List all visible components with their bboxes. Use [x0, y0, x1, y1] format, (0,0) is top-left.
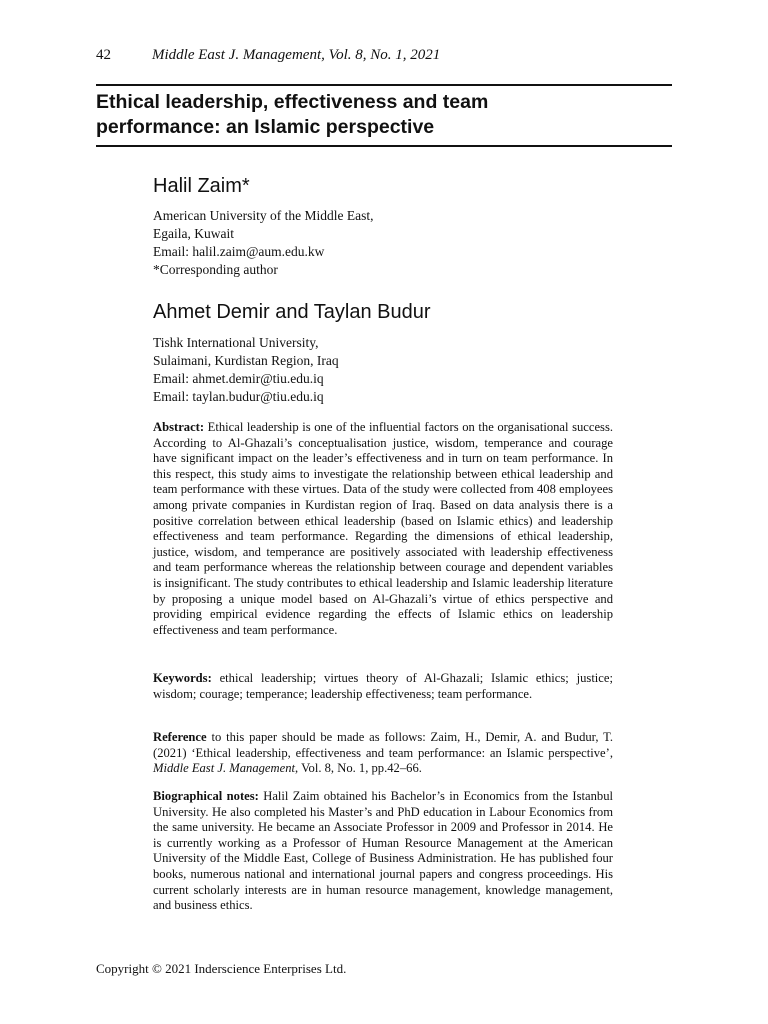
affiliation-line: Tishk International University,	[153, 335, 319, 350]
reference-text-end: , Vol. 8, No. 1, pp.42–66.	[295, 761, 422, 776]
author-email: Email: halil.zaim@aum.edu.kw	[153, 244, 325, 259]
abstract-text: Ethical leadership is one of the influential factors on the organisational success. According to Al-Ghazali’s conceptualisation justice, wisdom, temperance and courage have significant impact on the leader’s effectiveness and in turn on team performance. In this respect, this study aims to investigate the relationship between ethical leadership and team performance with these virtues. Data of the study were collected from 408 employees among private companies in Kurdistan region of Iraq. Based on data analysis there is a positive correlation between ethical leadership (based on Islamic ethics) and leadership effectiveness and team performance. Regarding the dimensions of ethical leadership, justice, wisdom, and temperance are positively associated with leadership effectiveness and team performance whereas the relationship between courage and dependent variables is insignificant. The study contributes to ethical leadership and Islamic leadership literature by proposing a unique model based on Al-Ghazali’s virtue of ethics perspective and providing empirical evidence regarding the effects of Islamic ethics on leadership effectiveness and team performance.	[153, 420, 614, 637]
affiliation-line: Egaila, Kuwait	[153, 226, 234, 241]
corresponding-note: *Corresponding author	[153, 262, 278, 277]
title-rule-top	[96, 84, 672, 86]
copyright-footer: Copyright © 2021 Inderscience Enterprises Ltd.	[96, 961, 347, 976]
affiliation-line: American University of the Middle East,	[153, 208, 374, 223]
author-email: Email: ahmet.demir@tiu.edu.iq	[153, 371, 324, 386]
title-rule-bottom	[96, 145, 672, 147]
keywords-text: ethical leadership; virtues theory of Al-Ghazali; Islamic ethics; justice; wisdom; courage; temperance; leadership effectiveness; team performance.	[153, 671, 613, 701]
bio-text: Halil Zaim obtained his Bachelor’s in Economics from the Istanbul University. He also completed his Master’s and PhD education in Labour Economics from the same university. He became an Associate Professor in 2009 and Professor in 2014. He is currently working as a Professor of Human Resource Management at the American University of the Middle East, College of Business Administration. He has published four books, numerous national and international journal papers and congress proceedings. His current scholarly interests are in human resource management, knowledge management, and business ethics.	[153, 789, 613, 913]
author-affiliation-1	[153, 207, 633, 279]
reference-text: to this paper should be made as follows: Zaim, H., Demir, A. and Budur, T. (2021) ‘Ethical leadership, effectiveness and team performance: an Islamic perspective’,	[153, 730, 614, 760]
affiliation-line: Sulaimani, Kurdistan Region, Iraq	[153, 353, 339, 368]
title-line-2: performance: an Islamic perspective	[96, 116, 435, 138]
reference	[153, 730, 613, 777]
author-name-1: Halil Zaim*	[153, 175, 250, 197]
bio-label: Biographical notes:	[153, 789, 259, 803]
reference-journal: Middle East J. Management	[153, 761, 295, 776]
page-number: 42	[96, 47, 111, 63]
abstract-label: Abstract:	[153, 420, 205, 434]
author-affiliation-2	[153, 334, 633, 406]
author-name-2: Ahmet Demir and Taylan Budur	[153, 301, 431, 323]
journal-citation: Middle East J. Management, Vol. 8, No. 1, 2021	[152, 47, 441, 63]
title-line-1: Ethical leadership, effectiveness and team	[96, 91, 489, 113]
author-email: Email: taylan.budur@tiu.edu.iq	[153, 389, 324, 404]
running-head	[96, 46, 676, 64]
reference-label: Reference	[153, 730, 207, 744]
keywords	[153, 671, 613, 702]
abstract	[153, 420, 613, 638]
biographical-notes	[153, 789, 613, 914]
keywords-label: Keywords:	[153, 671, 212, 685]
paper-title	[96, 90, 672, 140]
